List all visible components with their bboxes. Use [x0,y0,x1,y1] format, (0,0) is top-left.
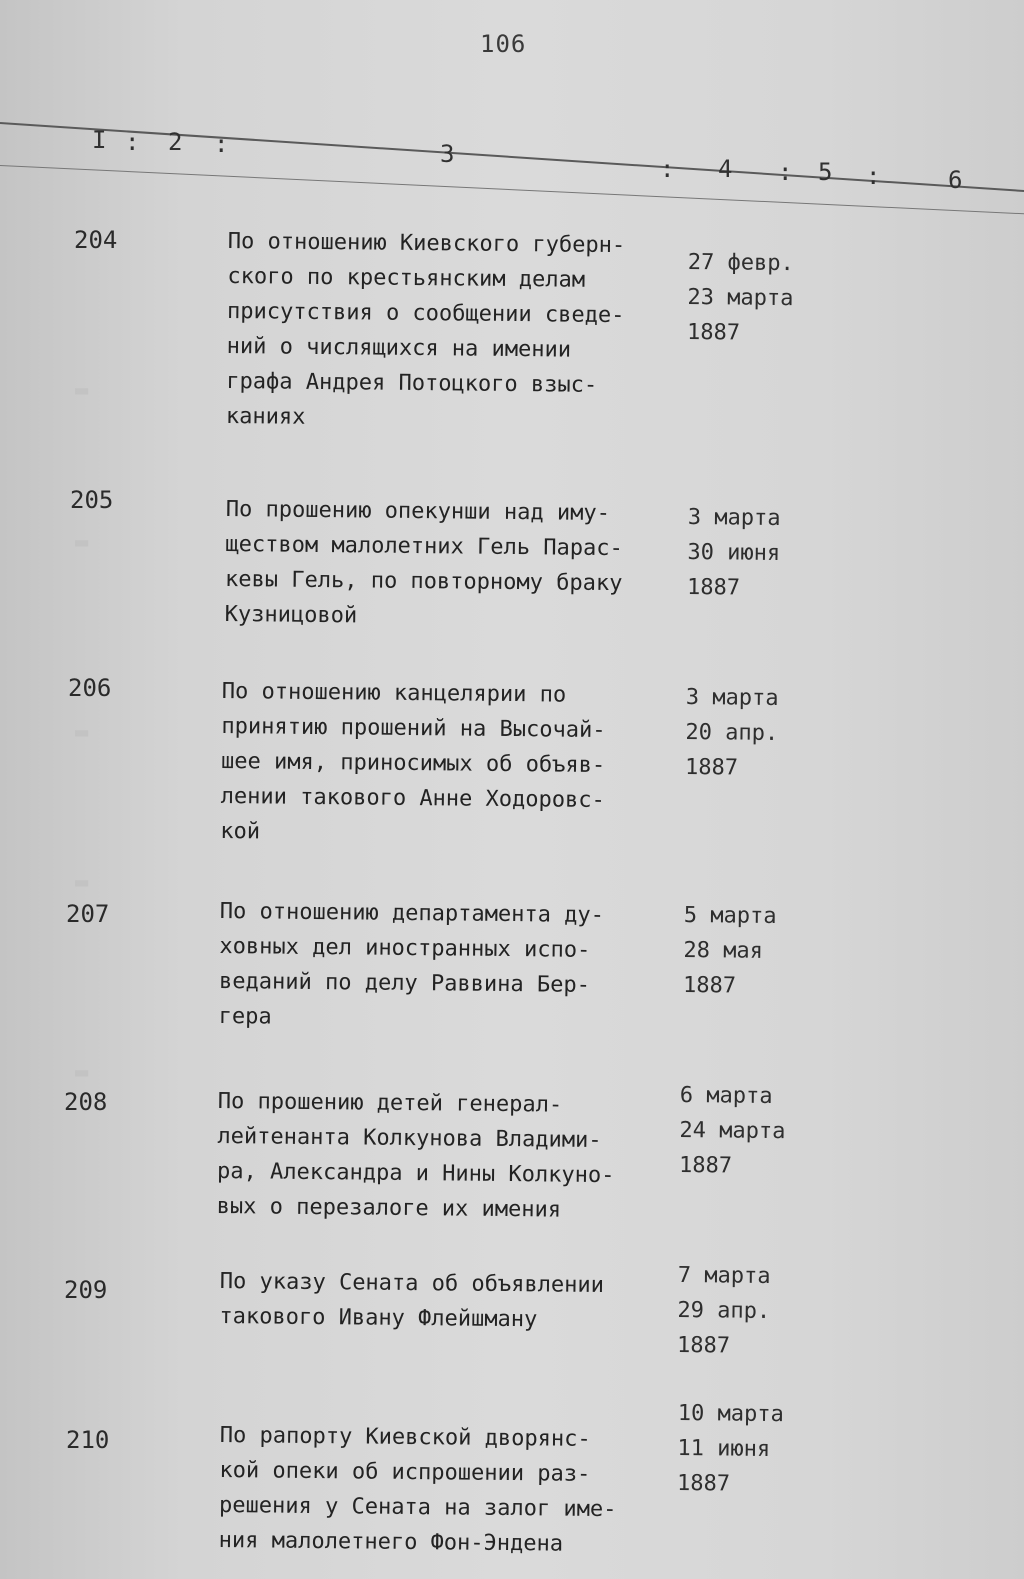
column-header-2: 2 [168,128,183,156]
column-header-4: 4 [718,155,733,183]
column-header-3: 3 [440,140,455,168]
show-through-mark: ▬ [75,530,89,555]
entry-number: 206 [68,674,112,702]
column-header-6: 6 [948,166,963,194]
entry-description: По отношению канцелярии по принятию прошений на Высочай- шее имя, приносимых об объяв- лении такового Анне Ходоровс- кой [220,678,606,845]
column-header-5: 5 [818,158,833,186]
column-separator: : [866,162,881,190]
entry-description: По указу Сената об объявлении такового Ивану Флейшману [219,1268,605,1333]
show-through-mark: ▬ [75,870,89,895]
entry-dates: 3 марта 30 июня 1887 [686,504,781,601]
entry-dates: 27 февр. 23 марта 1887 [686,249,794,346]
entry-description: По рапорту Киевской дворянс- кой опеки об испрошении раз- решения у Сената на залог име- ния малолетнего Фон-Эндена [218,1422,617,1557]
entry-description: По отношению Киевского губерн- ского по крестьянским делам присутствия о сообщении сведе- ний о числящихся на имении графа Андрея Потоцкого взыс- каниях [225,228,626,430]
page-number: 106 [480,30,527,58]
entry-dates: 6 марта 24 марта 1887 [678,1082,786,1179]
show-through-mark: ▬ [75,720,89,745]
column-separator: : [778,158,793,186]
entry-description: По прошению опекунши над иму- ществом малолетних Гель Парас- кевы Гель, по повторному браку Кузницовой [224,496,623,629]
entry-description: По прошению детей генерал- лейтенанта Колкунова Владими- ра, Александра и Нины Колкуно- вых о перезалоге их имения [216,1088,615,1223]
column-separator: : [125,128,140,156]
entry-number: 205 [70,486,114,514]
entry-dates: 3 марта 20 апр. 1887 [684,684,779,781]
show-through-mark: ▬ [75,378,89,403]
entry-number: 207 [66,900,110,928]
column-separator: : [660,155,675,183]
entry-number: 210 [66,1426,110,1454]
entry-dates: 5 марта 28 мая 1887 [682,902,777,999]
entry-number: 208 [64,1088,108,1116]
column-separator: : [214,130,229,158]
column-header-1: I [92,126,107,154]
show-through-mark: ▬ [75,1060,89,1085]
entry-dates: 7 марта 29 апр. 1887 [676,1262,771,1359]
entry-description: По отношению департамента ду- ховных дел иностранных испо- веданий по делу Раввина Бер- гера [218,898,605,1030]
entry-number: 209 [64,1276,108,1304]
entry-number: 204 [74,226,118,254]
entry-dates: 10 марта 11 июня 1887 [676,1400,784,1497]
